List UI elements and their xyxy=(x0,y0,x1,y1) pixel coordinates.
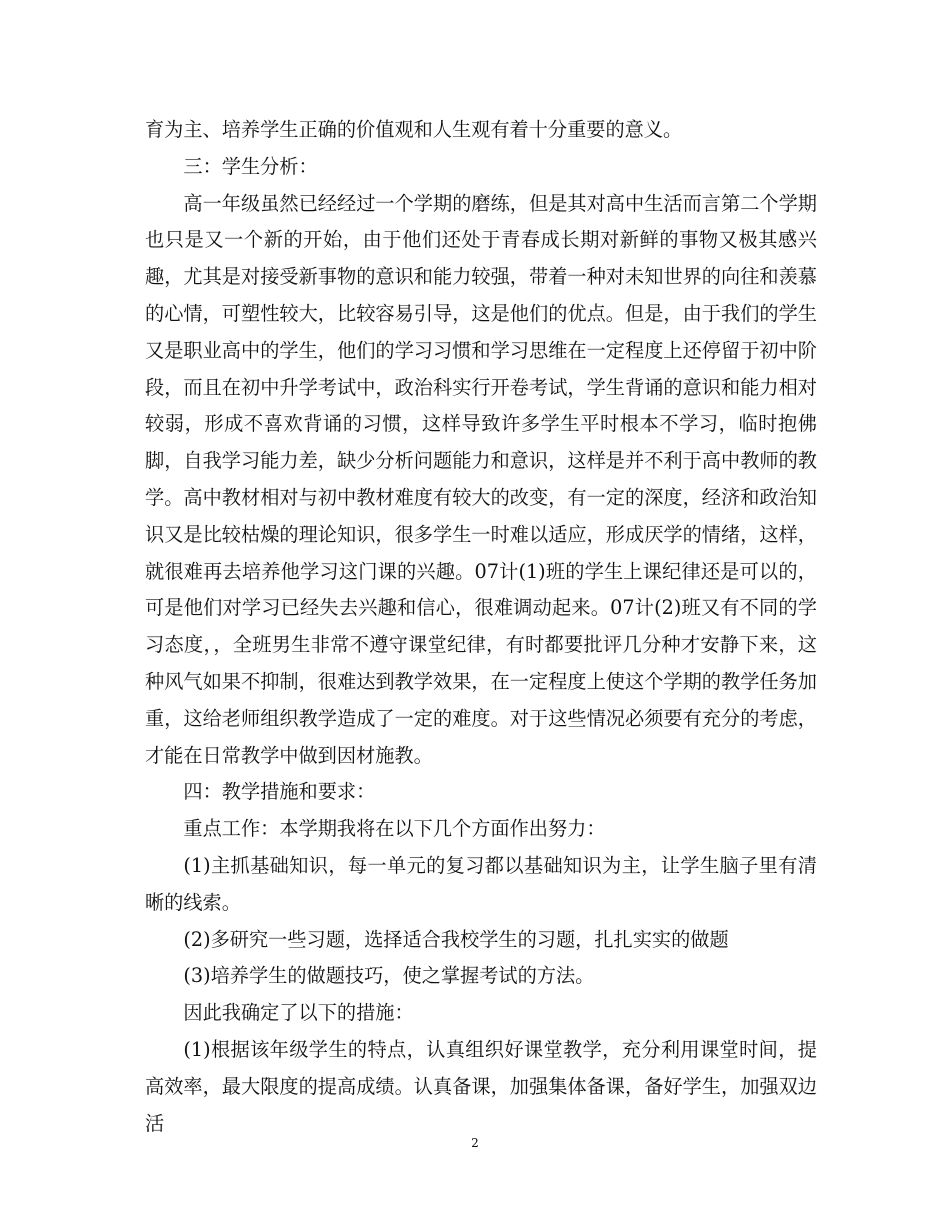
paragraph-student-analysis: 高一年级虽然已经经过一个学期的磨练，但是其对高中生活而言第二个学期也只是又一个新的开始，由于他们还处于青春成长期对新鲜的事物又极其感兴趣，尤其是对接受新事物的意识和能力较强，带着一种对未知世界的向往和羡慕的心情，可塑性较大，比较容易引导，这是他们的优点。但是，由于我们的学生又是职业高中的学生，他们的学习习惯和学习思维在一定程度上还停留于初中阶段，而且在初中升学考试中，政治科实行开卷考试，学生背诵的意识和能力相对较弱，形成不喜欢背诵的习惯，这样导致许多学生平时根本不学习，临时抱佛脚，自我学习能力差，缺少分析问题能力和意识，这样是并不利于高中教师的教学。高中教材相对与初中教材难度有较大的改变，有一定的深度，经济和政治知识又是比较枯燥的理论知识，很多学生一时难以适应，形成厌学的情绪，这样，就很难再去培养他学习这门课的兴趣。07计(1)班的学生上课纪律还是可以的，可是他们对学习已经失去兴趣和信心，很难调动起来。07计(2)班又有不同的学习态度，，全班男生非常不遵守课堂纪律，有时都要批评几分种才安静下来，这种风气如果不抑制，很难达到教学效果，在一定程度上使这个学期的教学任务加重，这给老师组织教学造成了一定的难度。对于这些情况必须要有充分的考虑，才能在日常教学中做到因材施教。 xyxy=(145,191,817,767)
page-number: 2 xyxy=(471,1136,479,1150)
measure-item-1: (1)根据该年级学生的特点，认真组织好课堂教学，充分利用课堂时间，提高效率，最大限度的提高成绩。认真备课，加强集体备课，备好学生，加强双边活 xyxy=(145,1037,817,1135)
section-heading-teaching-measures: 四：教学措施和要求： xyxy=(183,780,376,804)
list-item-1: (1)主抓基础知识，每一单元的复习都以基础知识为主，让学生脑子里有清晰的线索。 xyxy=(145,853,817,914)
document-body xyxy=(145,112,817,1142)
list-item-2: (2)多研究一些习题，选择适合我校学生的习题，扎扎实实的做题 xyxy=(183,927,729,951)
list-item-3: (3)培养学生的做题技巧，使之掌握考试的方法。 xyxy=(183,964,595,988)
paragraph-key-work: 重点工作：本学期我将在以下几个方面作出努力： xyxy=(183,817,606,841)
section-heading-student-analysis: 三：学生分析： xyxy=(183,154,318,178)
paragraph-continuation: 育为主、培养学生正确的价值观和人生观有着十分重要的意义。 xyxy=(145,118,683,141)
paragraph-measures-intro: 因此我确定了以下的措施： xyxy=(183,1001,414,1025)
